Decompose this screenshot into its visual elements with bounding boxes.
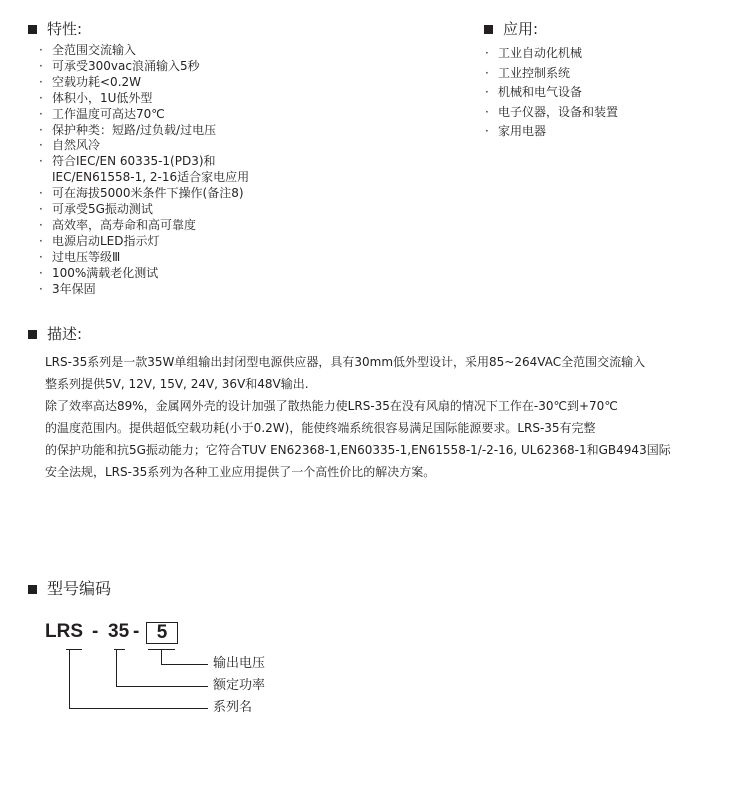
list-item: · 100%满载老化测试 xyxy=(39,265,159,280)
list-item: · 工业自动化机械 xyxy=(485,46,583,60)
code-voltage-box: 5 xyxy=(146,622,178,644)
code-dash: - xyxy=(92,621,99,642)
description-line: 的保护功能和抗5G振动能力；它符合TUV EN62368-1,EN60335-1,EN61558-1/-2-16, UL62368-1和GB4943国际 xyxy=(45,443,671,457)
list-item: · 家用电器 xyxy=(485,124,547,138)
description-heading-text: 描述: xyxy=(47,325,83,343)
list-item: · 电源启动LED指示灯 xyxy=(39,233,160,248)
list-item: · 自然风冷 xyxy=(39,138,101,153)
description-line: LRS-35系列是一款35W单组输出封闭型电源供应器，具有30mm低外型设计，采用85~264VAC全范围交流输入 xyxy=(45,355,646,369)
list-item: · 可承受5G振动测试 xyxy=(39,202,153,217)
list-item: · 可承受300vac浪涌输入5秒 xyxy=(39,58,200,73)
code-power: 35 xyxy=(108,621,130,642)
voltage-label: 输出电压 xyxy=(213,656,266,671)
description-line: 的温度范围内。提供超低空载功耗(小于0.2W)，能使终端系统很容易满足国际能源要求。LRS-35有完整 xyxy=(45,421,596,435)
list-item: · 符合IEC/EN 60335-1(PD3)和 IEC/EN61558-1, 2-16适合家电应用 xyxy=(39,154,250,185)
list-item: · 电子仪器，设备和装置 xyxy=(485,104,619,119)
list-item: · 机械和电气设备 xyxy=(485,85,583,99)
applications-heading-text: 应用: xyxy=(503,20,539,38)
series-leader-line xyxy=(70,649,209,709)
list-item: · 可在海拔5000米条件下操作(备注8) xyxy=(39,186,244,201)
description-line: 整系列提供5V, 12V, 15V, 24V, 36V和48V输出. xyxy=(45,377,309,391)
code-series: LRS xyxy=(45,621,83,642)
list-item: · 空载功耗<0.2W xyxy=(39,74,142,89)
list-item: · 高效率，高寿命和高可靠度 xyxy=(39,217,197,232)
list-item: · 全范围交流输入 xyxy=(39,43,137,57)
power-label: 额定功率 xyxy=(213,678,266,693)
model-code-heading-text: 型号编码 xyxy=(47,579,112,598)
description-line: 安全法规，LRS-35系列为各种工业应用提供了一个高性价比的解决方案。 xyxy=(45,465,436,479)
features-heading-text: 特性: xyxy=(47,20,83,38)
list-item: · 保护种类：短路/过负载/过电压 xyxy=(39,122,217,137)
series-label: 系列名 xyxy=(213,700,253,715)
list-item: · 过电压等级Ⅲ xyxy=(39,249,121,264)
voltage-leader-line xyxy=(162,649,209,665)
power-leader-line xyxy=(117,649,209,687)
list-item: · 3年保固 xyxy=(39,281,96,296)
list-item: · 工业控制系统 xyxy=(485,65,571,80)
list-item-continuation: IEC/EN61558-1, 2-16适合家电应用 xyxy=(52,170,250,185)
list-item: · 工作温度可高达70℃ xyxy=(39,106,165,121)
description-line: 除了效率高达89%，金属网外壳的设计加强了散热能力使LRS-35在没有风扇的情况下工作在-30℃到+70℃ xyxy=(45,399,618,413)
code-dash: - xyxy=(133,621,140,642)
list-item: · 体积小，1U低外型 xyxy=(39,90,153,105)
